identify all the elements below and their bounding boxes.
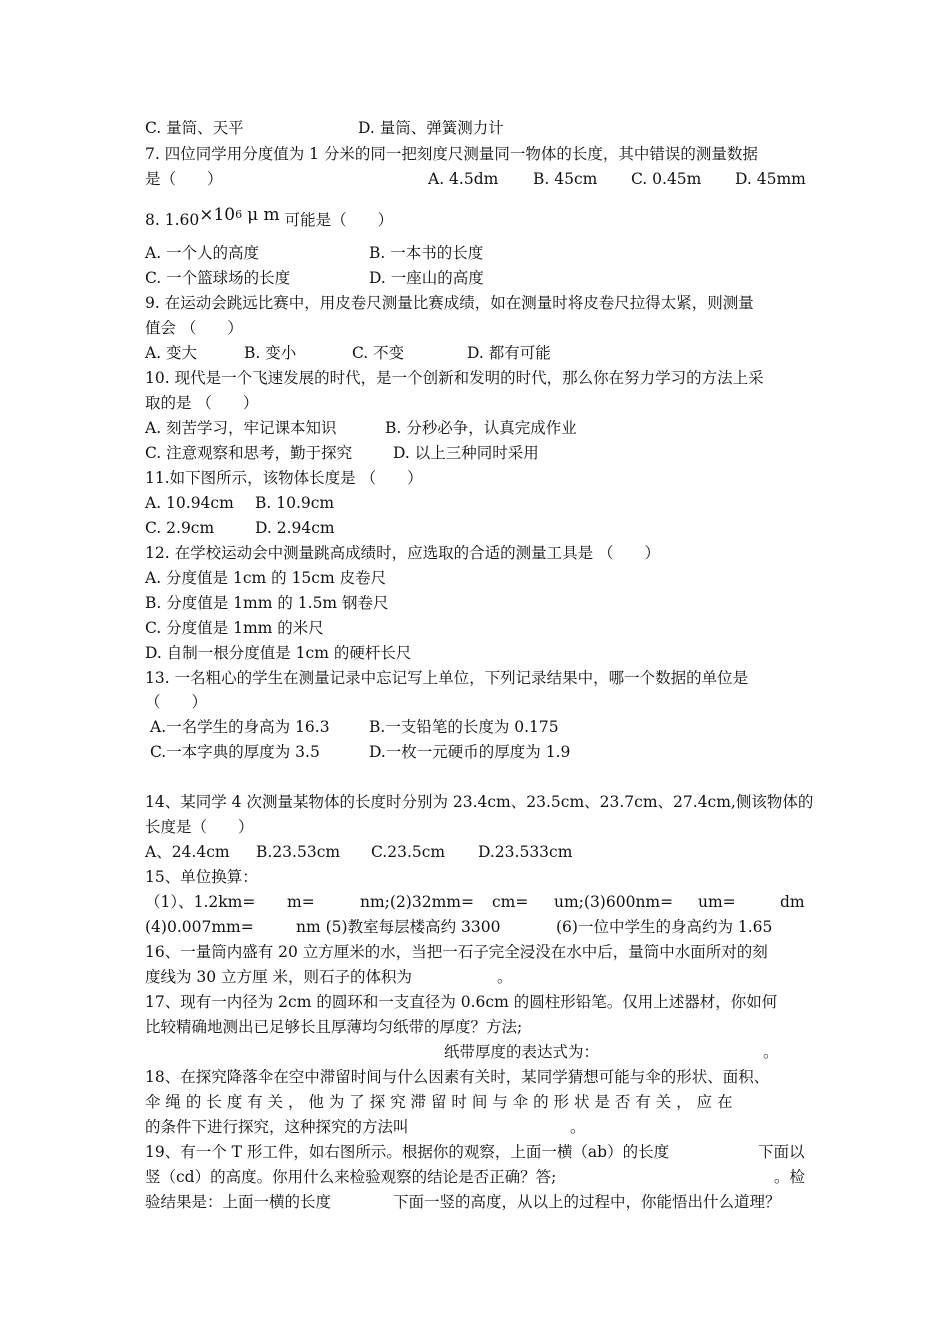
q17-period: 。 (763, 1043, 779, 1061)
q16-stem-line2: 度线为 30 立方厘 米，则石子的体积为 (145, 968, 413, 986)
q12-option-b: B. 分度值是 1mm 的 1.5m 钢卷尺 (145, 594, 389, 612)
q14-stem-line1: 14、某同学 4 次测量某物体的长度时分别为 23.4cm、23.5cm、23.7cm、27.4cm,侧该物体的 (145, 793, 814, 811)
q10-stem-line1: 10. 现代是一个飞速发展的时代，是一个创新和发明的时代，那么你在努力学习的方法上采 (145, 369, 764, 387)
q8-stem (145, 205, 394, 232)
q15-part6: (6)一位中学生的身高约为 1.65 (556, 918, 773, 936)
q18-stem-line2: 伞 绳 的 长 度 有 关 ， 他 为 了 探 究 滞 留 时 间 与 伞 的 形 状 是 否 有 关 ， 应 在 (145, 1093, 733, 1111)
q19-stem-line3: 验结果是：上面一横的长度 (145, 1193, 332, 1211)
q15-stem: 15、单位换算： (145, 868, 258, 886)
q8-tail: 可能是（ ） (284, 211, 394, 229)
q11-option-a: A. 10.94cm (145, 494, 234, 512)
q18-stem-line3: 的条件下进行探究，这种探究的方法叫 (145, 1118, 409, 1136)
q18-stem-line1: 18、在探究降落伞在空中滞留时间与什么因素有关时，某同学猜想可能与伞的形状、面积、 (145, 1068, 770, 1086)
q19-line1-tail: 下面以 (758, 1143, 805, 1161)
q8-number: 8. 1.60 (145, 211, 200, 229)
q16-period: 。 (497, 968, 513, 986)
q14-option-a: A、24.4cm (145, 843, 230, 861)
q14-stem-line2: 长度是（ ） (145, 818, 254, 836)
q15-part1-m: m= (287, 893, 315, 911)
q7-stem-line1: 7. 四位同学用分度值为 1 分米的同一把刻度尺测量同一物体的长度，其中错误的测量数据 (145, 145, 758, 163)
q17-formula-label: 纸带厚度的表达式为： (444, 1043, 600, 1061)
q9-option-d: D. 都有可能 (467, 344, 551, 362)
q8-option-a: A. 一个人的高度 (145, 244, 260, 262)
q9-stem-line2: 值会 （ ） (145, 319, 243, 337)
q13-option-c: C.一本字典的厚度为 3.5 (150, 743, 320, 761)
q11-option-d: D. 2.94cm (255, 519, 335, 537)
q15-part3: um;(3)600nm= (554, 893, 674, 911)
q11-option-b: B. 10.9cm (255, 494, 335, 512)
q7-option-b: B. 45cm (533, 170, 598, 188)
q7-option-d: D. 45mm (735, 170, 806, 188)
q9-option-b: B. 变小 (244, 344, 297, 362)
q12-option-c: C. 分度值是 1mm 的米尺 (145, 619, 324, 637)
q11-stem: 11.如下图所示，该物体长度是 （ ） (145, 469, 423, 487)
q15-part2: nm;(2)32mm= (360, 893, 474, 911)
q12-option-a: A. 分度值是 1cm 的 15cm 皮卷尺 (145, 569, 387, 587)
q13-option-d: D.一枚一元硬币的厚度为 1.9 (369, 743, 571, 761)
q15-part1: （1）、1.2km= (145, 893, 256, 911)
q14-option-c: C.23.5cm (371, 843, 446, 861)
q8-exponent: 6 (235, 208, 243, 221)
q14-option-b: B.23.53cm (256, 843, 341, 861)
q13-option-b: B.一支铅笔的长度为 0.175 (369, 718, 559, 736)
q8-option-c: C. 一个篮球场的长度 (145, 269, 291, 287)
q12-stem: 12. 在学校运动会中测量跳高成绩时，应选取的合适的测量工具是 （ ） (145, 544, 661, 562)
q15-part5: nm (5)教室每层楼高约 3300 (296, 918, 501, 936)
q8-times: ×10 (199, 205, 236, 225)
q9-option-a: A. 变大 (145, 344, 198, 362)
q7-option-c: C. 0.45m (631, 170, 702, 188)
q11-option-c: C. 2.9cm (145, 519, 215, 537)
q8-option-d: D. 一座山的高度 (369, 269, 484, 287)
q15-part4: (4)0.007mm= (145, 918, 254, 936)
q19-stem-line2: 竖（cd）的高度。你用什么来检验观察的结论是否正确？答; (145, 1168, 557, 1186)
q13-option-a: A.一名学生的身高为 16.3 (150, 718, 330, 736)
q17-stem-line2: 比较精确地测出已足够长且厚薄均匀纸带的厚度？方法; (145, 1018, 523, 1036)
q8-option-b: B. 一本书的长度 (369, 244, 484, 262)
q7-stem-line2: 是（ ） (145, 170, 223, 188)
q15-part2-cm: cm= (492, 893, 529, 911)
q13-stem-line1: 13. 一名粗心的学生在测量记录中忘记写上单位，下列记录结果中，哪一个数据的单位是 (145, 669, 749, 687)
q19-line3-tail: 下面一竖的高度，从以上的过程中，你能悟出什么道理？ (393, 1193, 781, 1211)
q15-part3-dm: dm (780, 893, 805, 911)
q17-stem-line1: 17、现有一内径为 2cm 的圆环和一支直径为 0.6cm 的圆柱形铅笔。仅用上述器材，你如何 (145, 993, 778, 1011)
q18-period: 。 (570, 1118, 586, 1136)
q6-option-c: C. 量筒、天平 (145, 119, 244, 137)
q12-option-d: D. 自制一根分度值是 1cm 的硬杆长尺 (145, 644, 412, 662)
q6-option-d: D. 量筒、弹簧测力计 (358, 119, 504, 137)
q9-option-c: C. 不变 (352, 344, 405, 362)
q19-stem-line1: 19、有一个 T 形工件，如右图所示。根据你的观察，上面一横（ab）的长度 (145, 1143, 670, 1161)
q13-stem-line2: （ ） (145, 693, 208, 711)
q15-part3-um: um= (698, 893, 736, 911)
q7-option-a: A. 4.5dm (428, 170, 499, 188)
q9-stem-line1: 9. 在运动会跳远比赛中，用皮卷尺测量比赛成绩，如在测量时将皮卷尺拉得太紧，则测量 (145, 294, 754, 312)
q14-option-d: D.23.533cm (478, 843, 573, 861)
q10-option-a: A. 刻苦学习，牢记课本知识 (145, 419, 337, 437)
q10-option-b: B. 分秒必争，认真完成作业 (385, 419, 577, 437)
q10-stem-line2: 取的是 （ ） (145, 394, 259, 412)
q8-unit: μ m (247, 205, 280, 225)
q16-stem-line1: 16、一量筒内盛有 20 立方厘米的水，当把一石子完全浸没在水中后，量筒中水面所对的刻 (145, 943, 768, 961)
q10-option-d: D. 以上三种同时采用 (393, 444, 539, 462)
q19-line2-tail: 。检 (774, 1168, 806, 1186)
q10-option-c: C. 注意观察和思考，勤于探究 (145, 444, 353, 462)
